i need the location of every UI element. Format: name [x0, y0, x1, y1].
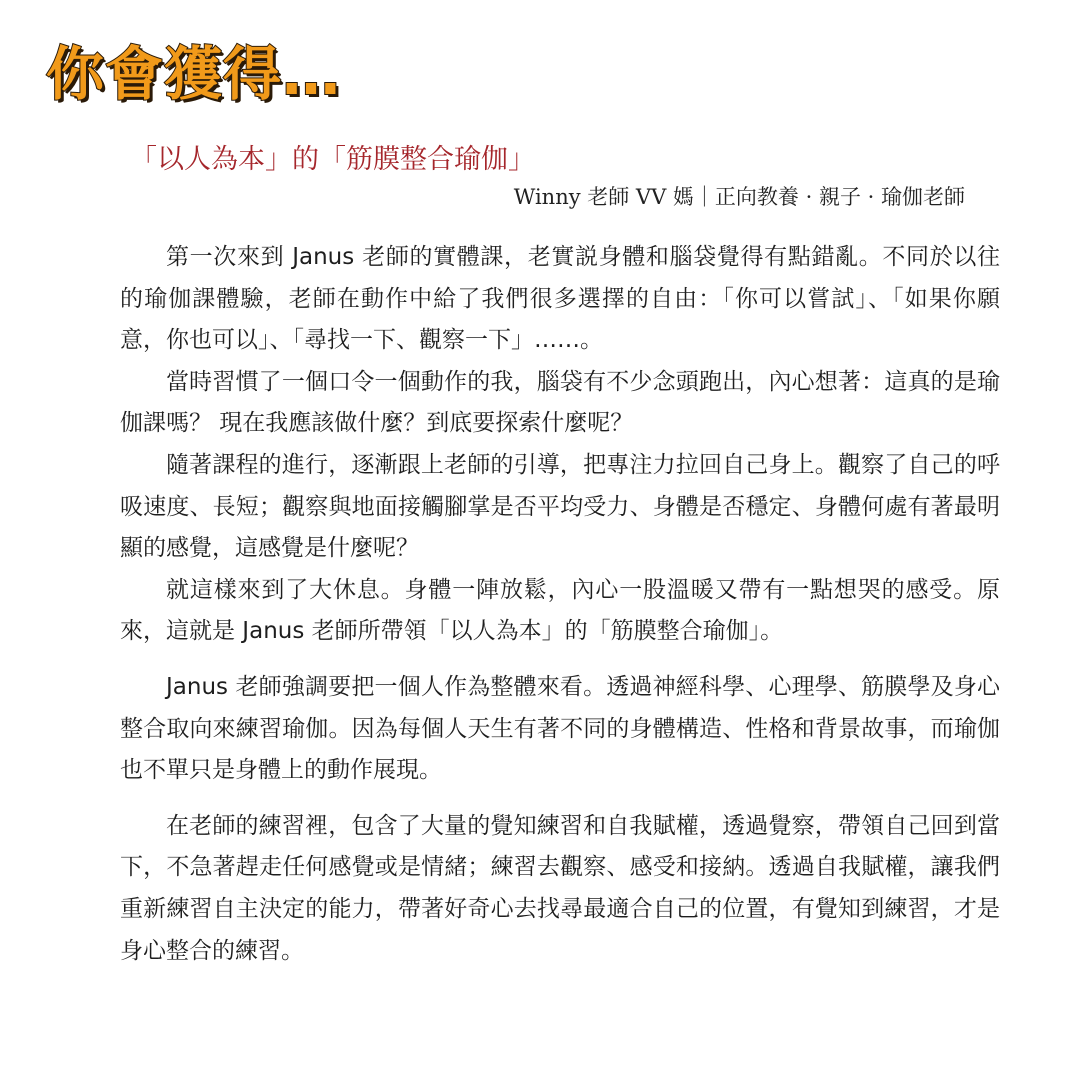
article-body: [120, 237, 1000, 972]
paragraph-holistic: Janus 老師強調要把一個人作為整體來看。透過神經科學、心理學、筋膜學及身心整合取向來練習瑜伽。因為每個人天生有著不同的身體構造、性格和背景故事，而瑜伽也不單只是身體上的動作展現。: [120, 673, 1000, 784]
article: [120, 140, 1000, 972]
banner-heading: 你會獲得…: [46, 40, 342, 108]
author-byline: Winny 老師 VV 媽｜正向教養 · 親子 · 瑜伽老師: [513, 185, 965, 209]
paragraph-rest: 就這樣來到了大休息。身體一陣放鬆，內心一股溫暖又帶有一點想哭的感受。原來，這就是 Janus 老師所帶領「以人為本」的「筋膜整合瑜伽」。: [120, 576, 1000, 645]
paragraph-observation: 隨著課程的進行，逐漸跟上老師的引導，把專注力拉回自己身上。觀察了自己的呼吸速度、長短；觀察與地面接觸腳掌是否平均受力、身體是否穩定、身體何處有著最明顯的感覺，這感覺是什麼呢？: [120, 451, 1000, 562]
paragraph-inner-thoughts: 當時習慣了一個口令一個動作的我，腦袋有不少念頭跑出，內心想著：這真的是瑜伽課嗎？ 現在我應該做什麼？到底要探索什麼呢？: [120, 368, 1000, 437]
paragraph-practice: 在老師的練習裡，包含了大量的覺知練習和自我賦權，透過覺察，帶領自己回到當下，不急著趕走任何感覺或是情緒；練習去觀察、感受和接納。透過自我賦權，讓我們重新練習自主決定的能力，帶著好奇心去找尋最適合自己的位置，有覺知到練習，才是身心整合的練習。: [120, 812, 1000, 964]
article-title: 「以人為本」的「筋膜整合瑜伽」: [130, 144, 535, 175]
paragraph-first-class: 第一次來到 Janus 老師的實體課，老實説身體和腦袋覺得有點錯亂。不同於以往的瑜伽課體驗，老師在動作中給了我們很多選擇的自由：「你可以嘗試」、「如果你願意，你也可以」、「尋找一下、觀察一下」……。: [120, 244, 1000, 354]
